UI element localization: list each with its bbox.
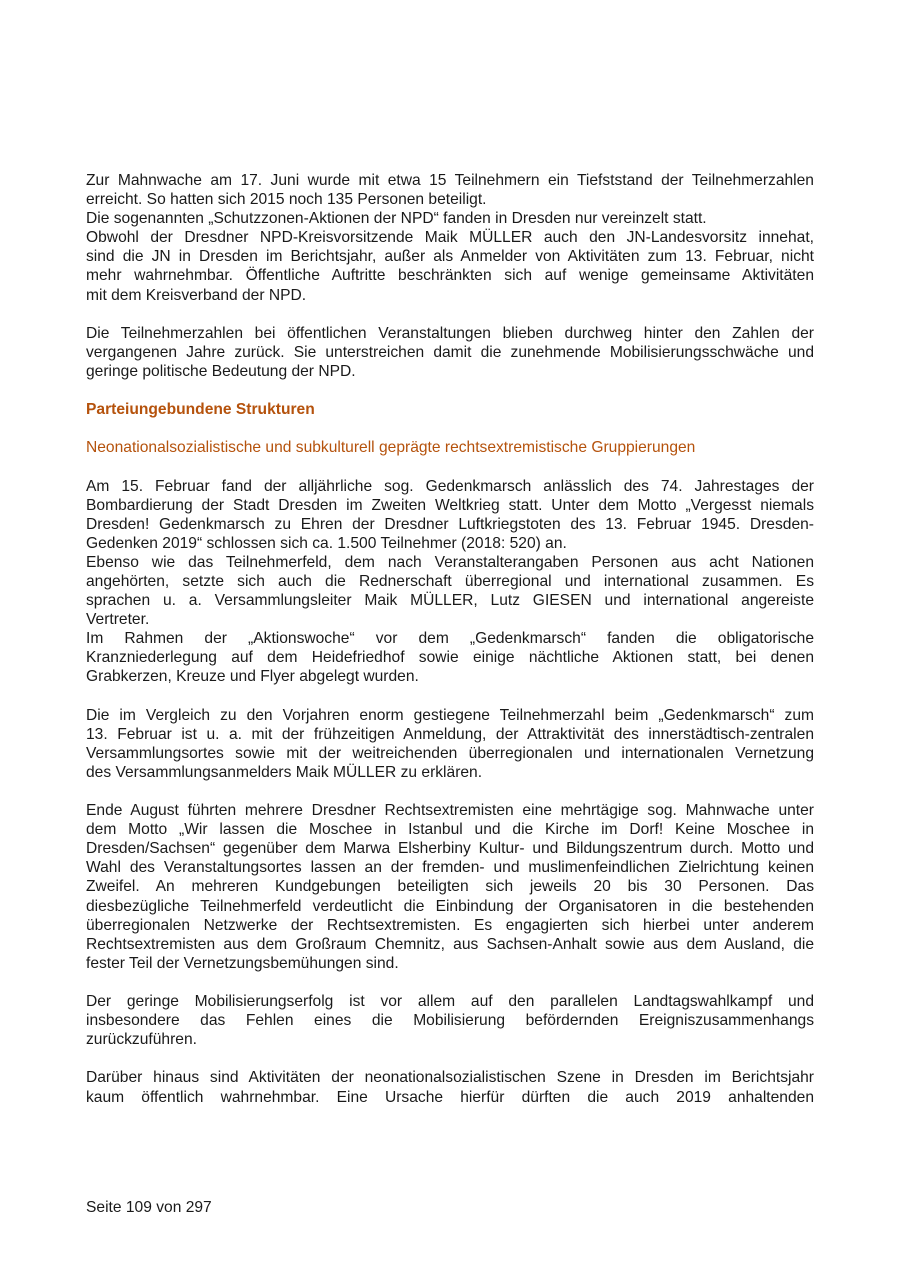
text-line: Vertreter. bbox=[86, 611, 150, 629]
page-content bbox=[86, 171, 814, 1126]
text-line: sprachen u. a. Versammlungsleiter Maik MÜLLER, Lutz GIESEN und international angereiste bbox=[86, 592, 814, 610]
text-line: Am 15. Februar fand der alljährliche sog. Gedenkmarsch anlässlich des 74. Jahrestages der bbox=[86, 477, 814, 495]
text-line: sind die JN in Dresden im Berichtsjahr, außer als Anmelder von Aktivitäten zum 13. Februar, nicht bbox=[86, 248, 814, 266]
subsection-heading: Neonationalsozialistische und subkulturell geprägte rechtsextremistische Gruppierungen bbox=[86, 439, 696, 457]
text-line: kaum öffentlich wahrnehmbar. Eine Ursache hierfür dürften die auch 2019 anhaltenden bbox=[86, 1088, 814, 1106]
text-line: Ende August führten mehrere Dresdner Rechtsextremisten eine mehrtägige sog. Mahnwache unter bbox=[86, 802, 814, 820]
text-line: Bombardierung der Stadt Dresden im Zweiten Weltkrieg statt. Unter dem Motto „Vergesst niemals bbox=[86, 496, 814, 514]
text-line: mehr wahrnehmbar. Öffentliche Auftritte beschränkten sich auf wenige gemeinsame Aktivitäten bbox=[86, 267, 814, 285]
text-line: 13. Februar ist u. a. mit der frühzeitigen Anmeldung, der Attraktivität des innerstädtisch-zentralen bbox=[86, 725, 814, 743]
text-line: Kranzniederlegung auf dem Heidefriedhof sowie einige nächtliche Aktionen statt, bei denen bbox=[86, 649, 814, 667]
paragraph-p1 bbox=[86, 171, 814, 305]
text-line: insbesondere das Fehlen eines die Mobilisierung befördernden Ereigniszusammenhangs bbox=[86, 1012, 814, 1030]
text-block-after-heading bbox=[86, 477, 814, 1107]
paragraph-p2 bbox=[86, 324, 814, 381]
text-line: Wahl des Veranstaltungsortes lassen an der fremden- und muslimenfeindlichen Zielrichtung keinen bbox=[86, 859, 814, 877]
paragraph-p6 bbox=[86, 992, 814, 1049]
text-line: zurückzuführen. bbox=[86, 1031, 197, 1049]
text-line: Dresden! Gedenkmarsch zu Ehren der Dresdner Luftkriegstoten des 13. Februar 1945. Dresden- bbox=[86, 515, 814, 533]
text-line: fester Teil der Vernetzungsbemühungen sind. bbox=[86, 954, 399, 972]
text-line: Obwohl der Dresdner NPD-Kreisvorsitzende Maik MÜLLER auch den JN-Landesvorsitz innehat, bbox=[86, 229, 814, 247]
text-line: diesbezügliche Teilnehmerfeld verdeutlicht die Einbindung der Organisatoren in die bestehenden bbox=[86, 897, 814, 915]
text-line: Der geringe Mobilisierungserfolg ist vor allem auf den parallelen Landtagswahlkampf und bbox=[86, 993, 814, 1011]
paragraph-p3 bbox=[86, 477, 814, 687]
text-line: Gedenken 2019“ schlossen sich ca. 1.500 Teilnehmer (2018: 520) an. bbox=[86, 534, 567, 552]
text-line: Dresden/Sachsen“ gegenüber dem Marwa Elsherbiny Kultur- und Bildungszentrum durch. Motto und bbox=[86, 840, 814, 858]
section-heading: Parteiungebundene Strukturen bbox=[86, 401, 315, 419]
text-line: Zur Mahnwache am 17. Juni wurde mit etwa 15 Teilnehmern ein Tiefststand der Teilnehmerzahlen bbox=[86, 172, 814, 189]
text-line: Im Rahmen der „Aktionswoche“ vor dem „Gedenkmarsch“ fanden die obligatorische bbox=[86, 630, 814, 648]
text-block-before-heading bbox=[86, 171, 814, 381]
text-line: dem Motto „Wir lassen die Moschee in Istanbul und die Kirche im Dorf! Keine Moschee in bbox=[86, 821, 814, 839]
text-line: Ebenso wie das Teilnehmerfeld, dem nach Veranstalterangaben Personen aus acht Nationen bbox=[86, 553, 814, 571]
text-line: überregionalen Netzwerke der Rechtsextremisten. Es engagierten sich hierbei unter anderem bbox=[86, 916, 814, 934]
text-line: Zweifel. An mehreren Kundgebungen beteiligten sich jeweils 20 bis 30 Personen. Das bbox=[86, 878, 814, 896]
text-line: erreicht. So hatten sich 2015 noch 135 Personen beteiligt. bbox=[86, 191, 487, 209]
text-line: Darüber hinaus sind Aktivitäten der neonationalsozialistischen Szene in Dresden im Berichtsjahr bbox=[86, 1069, 814, 1087]
text-line: Die sogenannten „Schutzzonen-Aktionen der NPD“ fanden in Dresden nur vereinzelt statt. bbox=[86, 210, 707, 228]
text-line: angehörten, setzte sich auch die Rednerschaft überregional und international zusammen. Es bbox=[86, 572, 814, 590]
text-line: Versammlungsortes sowie mit der weitreichenden überregionalen und internationalen Vernetzung bbox=[86, 744, 814, 762]
text-line: Grabkerzen, Kreuze und Flyer abgelegt wurden. bbox=[86, 668, 419, 686]
text-line: Rechtsextremisten aus dem Großraum Chemnitz, aus Sachsen-Anhalt sowie aus dem Ausland, die bbox=[86, 935, 814, 953]
text-line: des Versammlungsanmelders Maik MÜLLER zu erklären. bbox=[86, 763, 483, 781]
text-line: Die im Vergleich zu den Vorjahren enorm gestiegene Teilnehmerzahl beim „Gedenkmarsch“ zum bbox=[86, 706, 814, 724]
page-number-footer: Seite 109 von 297 bbox=[86, 1199, 212, 1216]
text-line: vergangenen Jahre zurück. Sie unterstreichen damit die zunehmende Mobilisierungsschwäche und bbox=[86, 343, 814, 361]
text-line: Die Teilnehmerzahlen bei öffentlichen Veranstaltungen blieben durchweg hinter den Zahlen der bbox=[86, 324, 814, 342]
paragraph-p4 bbox=[86, 706, 814, 782]
text-line: mit dem Kreisverband der NPD. bbox=[86, 286, 307, 304]
paragraph-p7 bbox=[86, 1068, 814, 1106]
text-line: geringe politische Bedeutung der NPD. bbox=[86, 362, 356, 380]
paragraph-p5 bbox=[86, 801, 814, 973]
